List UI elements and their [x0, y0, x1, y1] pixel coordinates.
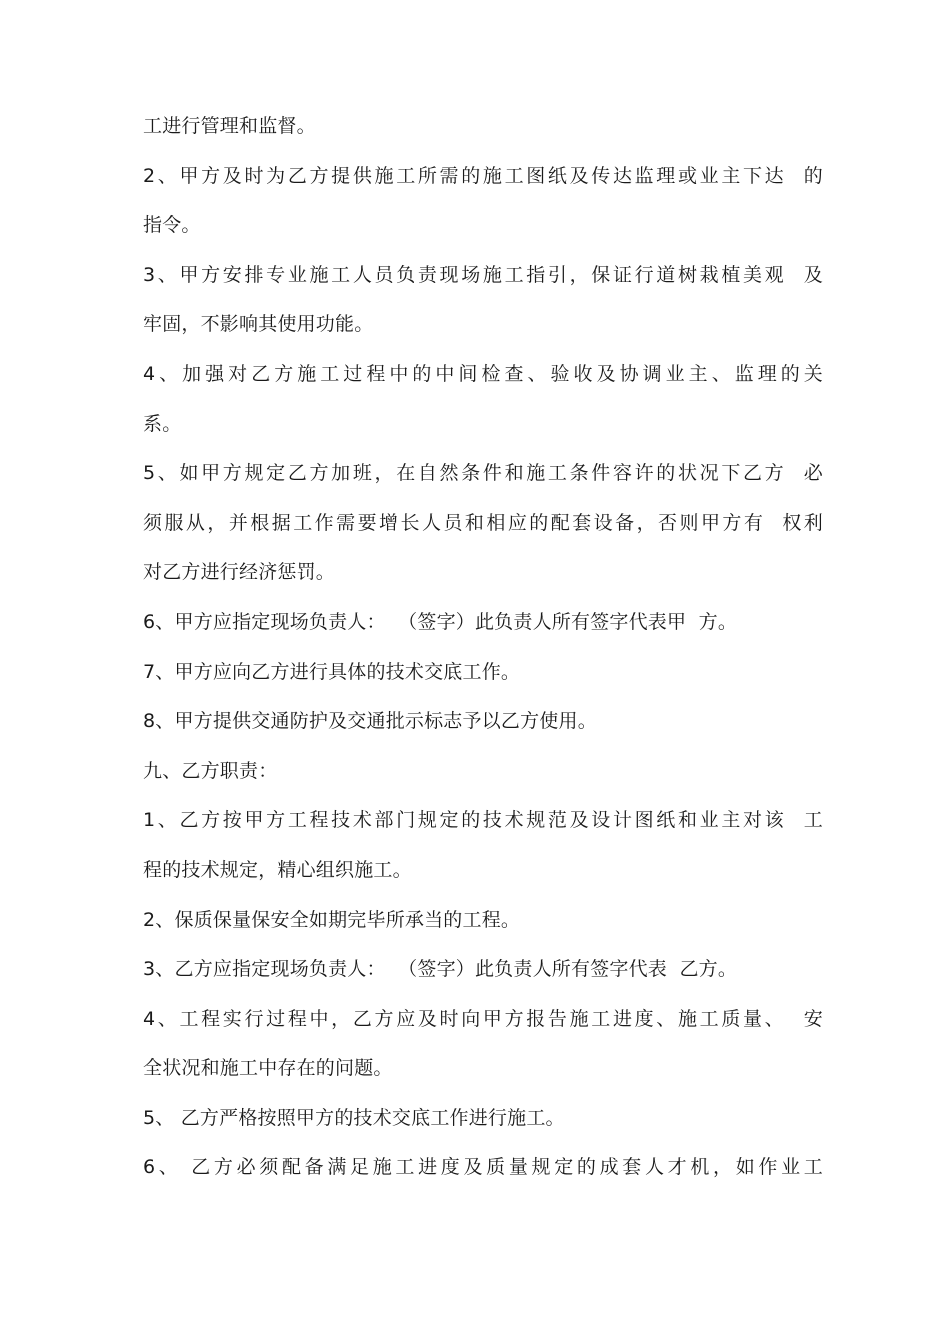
text-line: 6、甲方应指定现场负责人： （签字）此负责人所有签字代表甲 方。	[143, 610, 738, 633]
text-line: 6、 乙方必须配备满足施工进度及质量规定的成套人才机，如作业工	[143, 1156, 823, 1179]
text-line: 须服从，并根据工作需要增长人员和相应的配套设备，否则甲方有 权利	[143, 511, 823, 534]
document-body	[143, 102, 823, 1193]
text-line: 2、甲方及时为乙方提供施工所需的施工图纸及传达监理或业主下达 的	[143, 164, 823, 187]
text-line: 指令。	[143, 214, 201, 237]
text-line: 工进行管理和监督。	[143, 115, 316, 137]
text-line: 5、如甲方规定乙方加班，在自然条件和施工条件容许的状况下乙方 必	[143, 462, 823, 485]
text-line: 2、保质保量保安全如期完毕所承当的工程。	[143, 908, 521, 931]
text-line: 系。	[143, 412, 182, 435]
text-line: 3、甲方安排专业施工人员负责现场施工指引，保证行道树栽植美观 及	[143, 263, 823, 286]
text-line: 对乙方进行经济惩罚。	[143, 561, 336, 584]
text-line: 全状况和施工中存在的问题。	[143, 1057, 393, 1080]
text-line: 5、 乙方严格按照甲方的技术交底工作进行施工。	[143, 1106, 565, 1129]
text-line: 九、乙方职责：	[143, 759, 278, 782]
text-line: 4、工程实行过程中，乙方应及时向甲方报告施工进度、施工质量、 安	[143, 1007, 823, 1030]
text-line: 3、乙方应指定现场负责人： （签字）此负责人所有签字代表 乙方。	[143, 958, 738, 981]
text-line: 1、乙方按甲方工程技术部门规定的技术规范及设计图纸和业主对该 工	[143, 809, 823, 832]
text-line: 牢固，不影响其使用功能。	[143, 313, 374, 336]
text-line: 8、甲方提供交通防护及交通批示标志予以乙方使用。	[143, 710, 597, 733]
text-line: 程的技术规定，精心组织施工。	[143, 858, 412, 881]
text-line: 7、甲方应向乙方进行具体的技术交底工作。	[143, 660, 521, 683]
text-line: 4、加强对乙方施工过程中的中间检查、验收及协调业主、监理的关	[143, 362, 823, 385]
